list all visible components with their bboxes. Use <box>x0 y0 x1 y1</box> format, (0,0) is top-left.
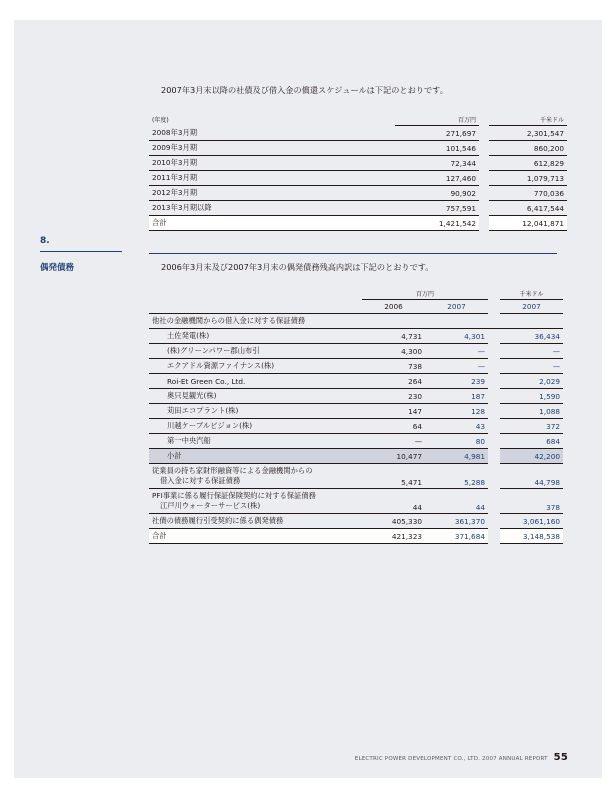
unit-yen-header: 百万円 <box>395 113 479 126</box>
table-row <box>149 404 563 419</box>
subtotal-2007: 4,981 <box>425 449 488 464</box>
value-2007: 5,288 <box>425 464 488 489</box>
label-line-2: 江戸川ウォーターサービス(株) <box>160 501 261 510</box>
value-2006: 147 <box>362 404 425 419</box>
table-row <box>149 344 563 359</box>
table-row <box>149 434 563 449</box>
row-label: 2011年3月期 <box>149 171 395 186</box>
value-2007: 361,370 <box>425 514 488 529</box>
value-usd: 2,029 <box>500 374 563 389</box>
row-label: 2009年3月期 <box>149 141 395 156</box>
row-label: 2013年3月期以降 <box>149 201 395 216</box>
repayment-schedule-table <box>149 113 567 231</box>
group-header-row <box>149 314 563 329</box>
group-label: 他社の金融機関からの借入金に対する保証債務 <box>149 314 563 329</box>
contingent-intro: 2006年3月末及び2007年3月末の偶発債務残高内訳は下記のとおりです。 <box>161 262 434 272</box>
label-line-1: 従業員の持ち家財形融資等による金融機関からの <box>152 466 313 475</box>
value-2006: 4,300 <box>362 344 425 359</box>
usd-value: 2,301,547 <box>489 126 567 141</box>
table-row <box>149 186 567 201</box>
row-label: 川越ケーブルビジョン(株) <box>149 419 362 434</box>
label-line-1: PFI事業に係る履行保証保険契約に対する保証債務 <box>152 491 316 500</box>
value-usd: — <box>500 359 563 374</box>
unit-usd-header: 千米ドル <box>500 287 563 300</box>
value-2007: 4,301 <box>425 329 488 344</box>
usd-value: 1,079,713 <box>489 171 567 186</box>
usd-value: 770,036 <box>489 186 567 201</box>
contingent-liabilities-table <box>149 287 563 544</box>
row-label: 2008年3月期 <box>149 126 395 141</box>
value-2006: 264 <box>362 374 425 389</box>
yen-value: 101,546 <box>395 141 479 156</box>
usd-value: 612,829 <box>489 156 567 171</box>
year-2006: 2006 <box>362 300 425 314</box>
value-2007: 128 <box>425 404 488 419</box>
pfi-guarantee-row <box>149 489 563 514</box>
total-label: 合計 <box>149 216 395 231</box>
page-number: 55 <box>553 752 568 763</box>
table-row <box>149 359 563 374</box>
value-usd: 1,088 <box>500 404 563 419</box>
row-label: (株)グリーンパワー郡山布引 <box>149 344 362 359</box>
usd-value: 860,200 <box>489 141 567 156</box>
employee-guarantee-row <box>149 464 563 489</box>
table-row <box>149 329 563 344</box>
unit-header-row <box>149 287 563 300</box>
value-2006: 44 <box>362 489 425 514</box>
value-2006: 405,330 <box>362 514 425 529</box>
table-row <box>149 126 567 141</box>
subtotal-usd: 42,200 <box>500 449 563 464</box>
yen-value: 127,460 <box>395 171 479 186</box>
value-2007: — <box>425 344 488 359</box>
usd-value: 6,417,544 <box>489 201 567 216</box>
value-2006: 5,471 <box>362 464 425 489</box>
value-2006: 230 <box>362 389 425 404</box>
total-label: 合計 <box>149 529 362 544</box>
year-header-row <box>149 300 563 314</box>
employee-guarantee-label <box>149 464 362 489</box>
value-2007: 44 <box>425 489 488 514</box>
table-header-row <box>149 113 567 126</box>
subtotal-label: 小計 <box>149 449 362 464</box>
value-2006: — <box>362 434 425 449</box>
yen-value: 271,697 <box>395 126 479 141</box>
total-usd: 3,148,538 <box>500 529 563 544</box>
year-2007-usd: 2007 <box>500 300 563 314</box>
value-2007: — <box>425 359 488 374</box>
value-usd: 378 <box>500 489 563 514</box>
table-row <box>149 419 563 434</box>
value-usd: 3,061,160 <box>500 514 563 529</box>
value-usd: 36,434 <box>500 329 563 344</box>
fiscal-year-header: (年度) <box>152 116 169 124</box>
total-yen: 1,421,542 <box>395 216 479 231</box>
bond-assumption-row <box>149 514 563 529</box>
table-row <box>149 156 567 171</box>
row-label: 2010年3月期 <box>149 156 395 171</box>
report-title: 2007 ANNUAL REPORT <box>482 756 548 762</box>
company-name: ELECTRIC POWER DEVELOPMENT CO., LTD. <box>354 756 481 762</box>
value-2007: 187 <box>425 389 488 404</box>
subtotal-2006: 10,477 <box>362 449 425 464</box>
yen-value: 72,344 <box>395 156 479 171</box>
table-row <box>149 141 567 156</box>
table-row <box>149 201 567 216</box>
table-row <box>149 389 563 404</box>
unit-yen-header: 百万円 <box>362 287 488 300</box>
row-label: 2012年3月期 <box>149 186 395 201</box>
table-row <box>149 374 563 389</box>
total-row <box>149 216 567 231</box>
value-usd: 684 <box>500 434 563 449</box>
total-2006: 421,323 <box>362 529 425 544</box>
value-2007: 239 <box>425 374 488 389</box>
row-label: 社債の債務履行引受契約に係る偶発債務 <box>149 514 362 529</box>
value-2006: 64 <box>362 419 425 434</box>
total-row <box>149 529 563 544</box>
value-usd: 44,798 <box>500 464 563 489</box>
label-line-2: 借入金に対する保証債務 <box>160 476 241 485</box>
section-divider <box>149 253 557 254</box>
table-row <box>149 171 567 186</box>
value-usd: 1,590 <box>500 389 563 404</box>
value-2006: 4,731 <box>362 329 425 344</box>
unit-usd-header: 千米ドル <box>489 113 567 126</box>
yen-value: 757,591 <box>395 201 479 216</box>
row-label: Roi-Et Green Co., Ltd. <box>149 374 362 389</box>
row-label: 第一中央汽船 <box>149 434 362 449</box>
row-label: 苅田エコプラント(株) <box>149 404 362 419</box>
value-2007: 80 <box>425 434 488 449</box>
year-2007-yen: 2007 <box>425 300 488 314</box>
value-usd: — <box>500 344 563 359</box>
row-label: 奥只見観光(株) <box>149 389 362 404</box>
total-usd: 12,041,871 <box>489 216 567 231</box>
total-2007: 371,684 <box>425 529 488 544</box>
section-title: 偶発債務 <box>40 263 75 273</box>
subtotal-row <box>149 449 563 464</box>
section-number: 8. <box>40 236 122 252</box>
pfi-guarantee-label <box>149 489 362 514</box>
yen-value: 90,902 <box>395 186 479 201</box>
value-2007: 43 <box>425 419 488 434</box>
page-footer <box>355 752 568 763</box>
row-label: エクアドル資源ファイナンス(株) <box>149 359 362 374</box>
row-label: 土佐発電(株) <box>149 329 362 344</box>
schedule-intro: 2007年3月末以降の社債及び借入金の償還スケジュールは下記のとおりです。 <box>161 85 448 95</box>
value-usd: 372 <box>500 419 563 434</box>
value-2006: 738 <box>362 359 425 374</box>
